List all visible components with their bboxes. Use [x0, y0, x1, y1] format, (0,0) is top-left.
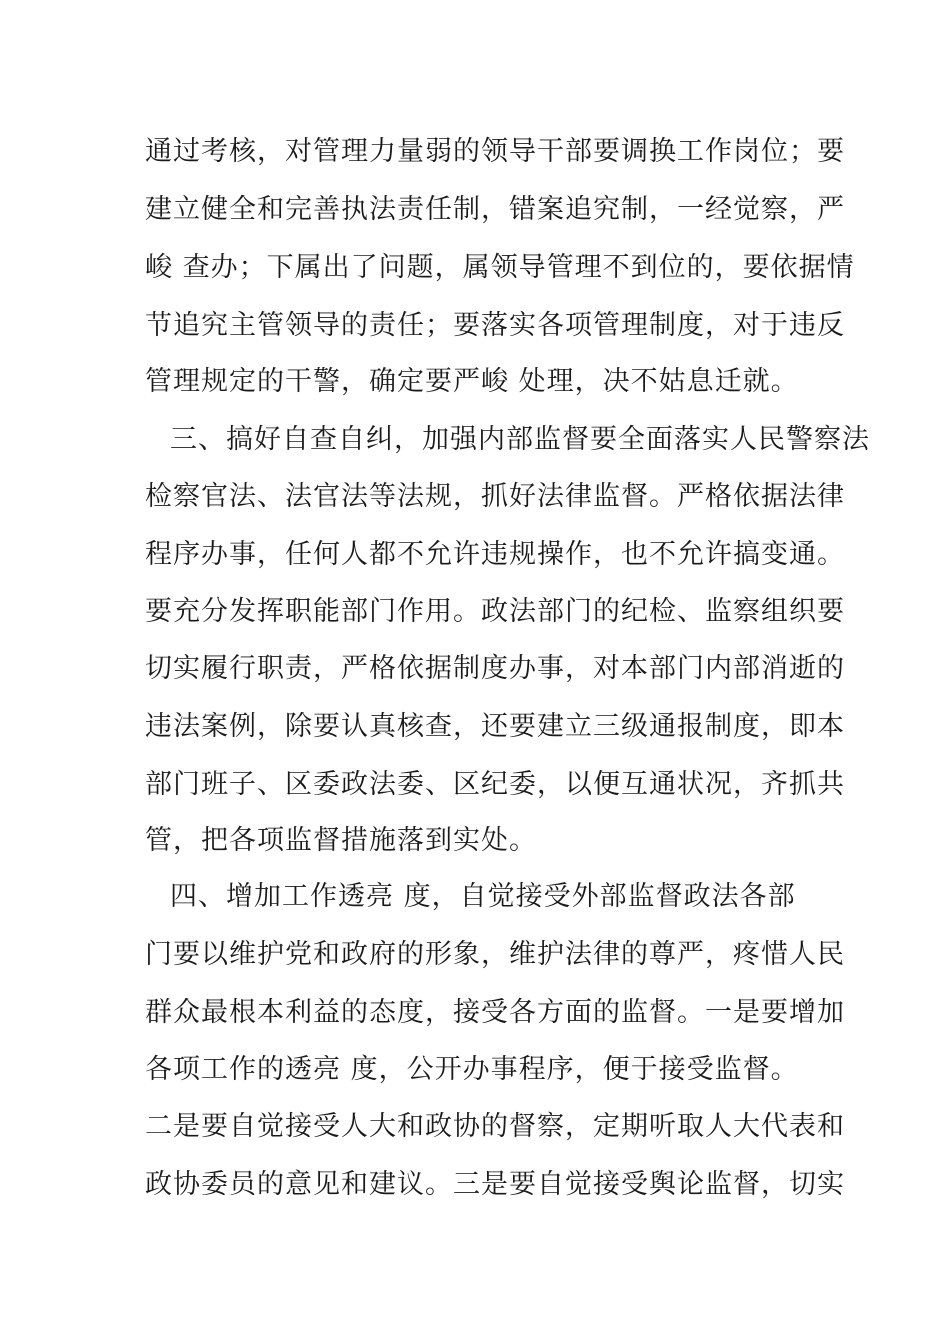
text-line: 管理规定的干警，确定要严峻 处理，决不姑息迁就。: [145, 366, 799, 397]
text-line: 峻 查办；下属出了问题，属领导管理不到位的，要依据情: [145, 252, 855, 283]
text-line: 各项工作的透亮 度，公开办事程序，便于接受监督。: [145, 1054, 799, 1085]
text-line: 政协委员的意见和建议。三是要自觉接受舆论监督，切实: [145, 1169, 845, 1200]
text-line: 要充分发挥职能部门作用。政法部门的纪检、监察组织要: [145, 596, 845, 627]
text-line: 二是要自觉接受人大和政协的督察，定期听取人大代表和: [145, 1111, 845, 1142]
text-line: 群众最根本利益的态度，接受各方面的监督。一是要增加: [145, 997, 845, 1028]
text-line: 建立健全和完善执法责任制，错案追究制，一经觉察，严: [145, 194, 845, 225]
section-heading-line: 四、增加工作透亮 度，自觉接受外部监督政法各部: [170, 881, 796, 912]
text-line: 管，把各项监督措施落到实处。: [145, 825, 537, 856]
section-heading-line: 三、搞好自查自纠，加强内部监督要全面落实人民警察法: [170, 424, 870, 455]
text-line: 通过考核，对管理力量弱的领导干部要调换工作岗位；要: [145, 136, 845, 167]
text-line: 检察官法、法官法等法规，抓好法律监督。严格依据法律: [145, 481, 845, 512]
text-line: 违法案例，除要认真核查，还要建立三级通报制度，即本: [145, 711, 845, 742]
text-line: 部门班子、区委政法委、区纪委，以便互通状况，齐抓共: [145, 769, 845, 800]
text-line: 切实履行职责，严格依据制度办事，对本部门内部消逝的: [145, 653, 845, 684]
text-line: 门要以维护党和政府的形象，维护法律的尊严，疼惜人民: [145, 939, 845, 970]
text-line: 程序办事，任何人都不允许违规操作，也不允许搞变通。: [145, 539, 845, 570]
text-line: 节追究主管领导的责任；要落实各项管理制度，对于违反: [145, 310, 845, 341]
